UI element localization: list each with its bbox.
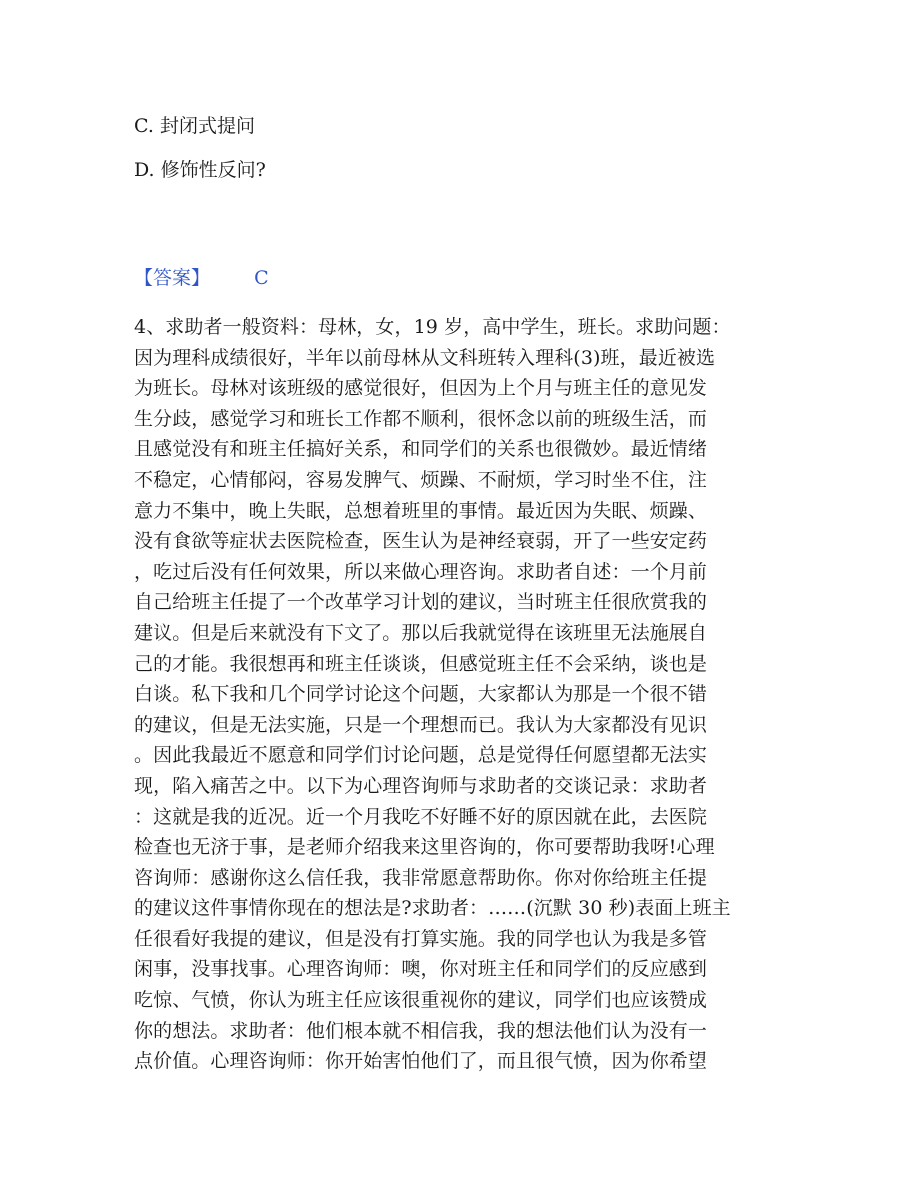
text-line: 咨询师：感谢你这么信任我，我非常愿意帮助你。你对你给班主任提 [134, 866, 708, 889]
text-line: 检查也无济于事，是老师介绍我来这里咨询的，你可要帮助我呀!心理 [134, 836, 715, 859]
answer-row [134, 266, 269, 290]
text-line: 任很看好我提的建议，但是没有打算实施。我的同学也认为我是多管 [134, 927, 708, 950]
text-line: 建议。但是后来就没有下文了。那以后我就觉得在该班里无法施展自 [134, 621, 708, 644]
text-line: 为班长。母林对该班级的感觉很好，但因为上个月与班主任的意见发 [134, 377, 708, 400]
text-line: 不稳定，心情郁闷，容易发脾气、烦躁、不耐烦，学习时坐不住，注 [134, 468, 708, 491]
answer-value: C [254, 267, 269, 289]
text-line: 点价值。心理咨询师：你开始害怕他们了，而且很气愤，因为你希望 [134, 1050, 708, 1073]
text-line: 己的才能。我很想再和班主任谈谈，但感觉班主任不会采纳，谈也是 [134, 652, 708, 675]
text-line: 。因此我最近不愿意和同学们讨论问题，总是觉得任何愿望都无法实 [134, 744, 708, 767]
text-line: ，吃过后没有任何效果，所以来做心理咨询。求助者自述：一个月前 [134, 560, 708, 583]
text-line: 闲事，没事找事。心理咨询师：噢，你对班主任和同学们的反应感到 [134, 958, 708, 981]
option-c: C. 封闭式提问 [134, 115, 255, 137]
text-line: 因为理科成绩很好，半年以前母林从文科班转入理科(3)班，最近被选 [134, 346, 716, 369]
answer-label: 【答案】 [134, 267, 211, 289]
option-d: D. 修饰性反问? [134, 159, 266, 181]
text-line: 4、求助者一般资料：母林，女，19 岁，高中学生，班长。求助问题： [134, 316, 731, 338]
text-line: 意力不集中，晚上失眠，总想着班里的事情。最近因为失眠、烦躁、 [134, 499, 708, 522]
text-line: 且感觉没有和班主任搞好关系，和同学们的关系也很微妙。最近情绪 [134, 438, 708, 461]
text-line: 没有食欲等症状去医院检查，医生认为是神经衰弱，开了一些安定药 [134, 530, 708, 553]
text-line: 现，陷入痛苦之中。以下为心理咨询师与求助者的交谈记录：求助者 [134, 774, 708, 797]
question-body [134, 312, 794, 1077]
text-line: 白谈。私下我和几个同学讨论这个问题，大家都认为那是一个很不错 [134, 683, 708, 706]
text-line: 生分歧，感觉学习和班长工作都不顺利，很怀念以前的班级生活，而 [134, 407, 708, 430]
text-line: 吃惊、气愤，你认为班主任应该很重视你的建议，同学们也应该赞成 [134, 989, 708, 1012]
text-line: 你的想法。求助者：他们根本就不相信我，我的想法他们认为没有一 [134, 1019, 708, 1042]
text-line: 的建议这件事情你现在的想法是?求助者：……(沉默 30 秒)表面上班主 [134, 897, 731, 920]
text-line: 的建议，但是无法实施，只是一个理想而已。我认为大家都没有见识 [134, 713, 708, 736]
text-line: ：这就是我的近况。近一个月我吃不好睡不好的原因就在此，去医院 [134, 805, 708, 828]
text-line: 自己给班主任提了一个改革学习计划的建议，当时班主任很欣赏我的 [134, 591, 708, 614]
